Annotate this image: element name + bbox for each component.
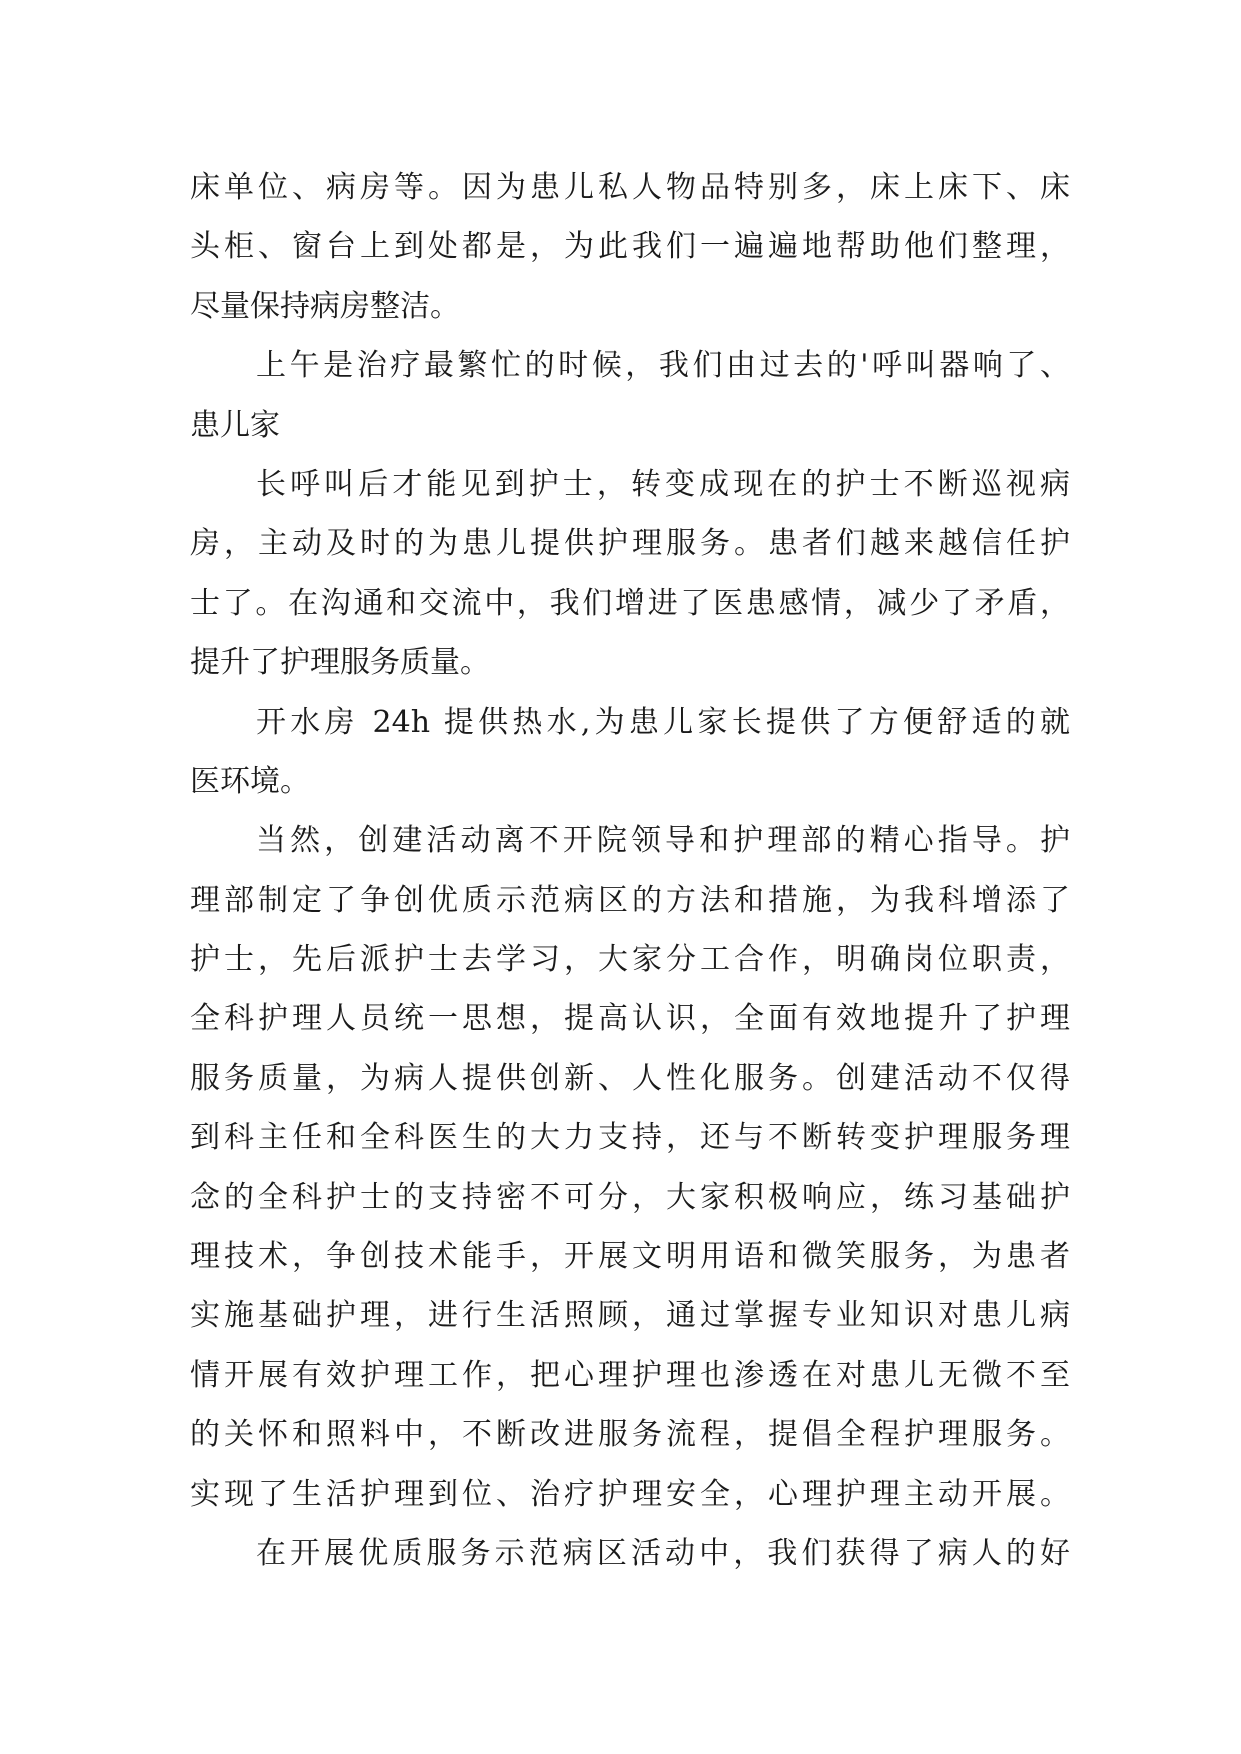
text-line: 服务质量，为病人提供创新、人性化服务。创建活动不仅得 xyxy=(190,1060,1070,1096)
text-line: 实施基础护理，进行生活照顾，通过掌握专业知识对患儿病 xyxy=(190,1298,1070,1334)
text-line: 提升了护理服务质量。 xyxy=(190,645,490,681)
text-line: 到科主任和全科医生的大力支持，还与不断转变护理服务理 xyxy=(190,1120,1070,1156)
text-line: 头柜、窗台上到处都是，为此我们一遍遍地帮助他们整理， xyxy=(190,229,1070,265)
text-line: 士了。在沟通和交流中，我们增进了医患感情，减少了矛盾， xyxy=(190,585,1070,621)
text-line: 房，主动及时的为患儿提供护理服务。患者们越来越信任护 xyxy=(190,526,1070,562)
text-line: 全科护理人员统一思想，提高认识，全面有效地提升了护理 xyxy=(190,1001,1070,1037)
body-text xyxy=(190,158,1070,1583)
text-line: 患儿家 xyxy=(190,407,280,443)
text-line: 床单位、病房等。因为患儿私人物品特别多，床上床下、床 xyxy=(190,170,1070,205)
text-line: 实现了生活护理到位、治疗护理安全，心理护理主动开展。 xyxy=(190,1476,1070,1512)
text-line: 开水房 24h 提供热水,为患儿家长提供了方便舒适的就 xyxy=(256,704,1070,740)
text-line: 医环境。 xyxy=(190,763,310,799)
text-line: 尽量保持病房整洁。 xyxy=(190,288,460,324)
text-line: 当然，创建活动离不开院领导和护理部的精心指导。护 xyxy=(256,823,1070,859)
text-line: 情开展有效护理工作，把心理护理也渗透在对患儿无微不至 xyxy=(190,1357,1070,1393)
text-line: 理技术，争创技术能手，开展文明用语和微笑服务，为患者 xyxy=(190,1239,1070,1275)
text-line: 的关怀和照料中，不断改进服务流程，提倡全程护理服务。 xyxy=(190,1417,1070,1453)
text-line: 理部制定了争创优质示范病区的方法和措施，为我科增添了 xyxy=(190,882,1070,918)
text-line: 护士，先后派护士去学习，大家分工合作，明确岗位职责， xyxy=(190,942,1070,978)
text-line: 长呼叫后才能见到护士，转变成现在的护士不断巡视病 xyxy=(256,466,1070,502)
text-line: 念的全科护士的支持密不可分，大家积极响应，练习基础护 xyxy=(190,1179,1070,1215)
text-line: 在开展优质服务示范病区活动中，我们获得了病人的好 xyxy=(256,1535,1070,1571)
text-line: 上午是治疗最繁忙的时候，我们由过去的'呼叫器响了、 xyxy=(256,348,1070,384)
